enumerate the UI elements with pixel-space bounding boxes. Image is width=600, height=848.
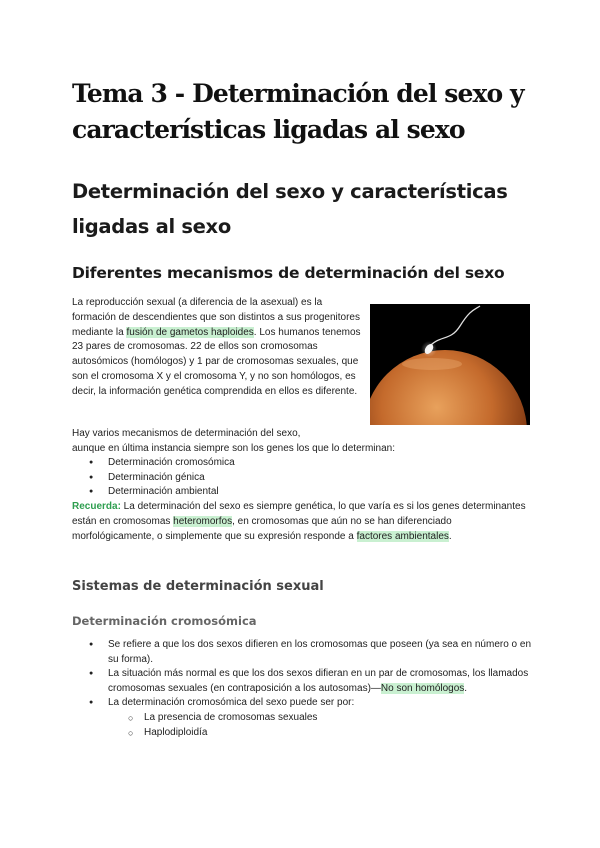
- title-line-2: características ligadas al sexo: [72, 115, 465, 144]
- intro-text-before: La reproducción sexual (a diferencia de la asexual) es la formación de descendientes que son distintos a sus progenitores mediante la: [72, 297, 360, 338]
- highlight-factores-ambientales: factores ambientales: [356, 531, 449, 543]
- sperm-egg-illustration: [370, 304, 530, 425]
- bullet-text: La situación más normal es que los dos sexos difieran en un par de cromosomas, los llamados cromosomas sexuales (en contraposición a los autosomas)—: [108, 668, 529, 694]
- list-item: ● Determinación génica: [72, 471, 532, 486]
- mechanisms-intro-line-1: Hay varios mecanismos de determinación del sexo,: [72, 428, 301, 439]
- heading-3: Sistemas de determinación sexual: [72, 579, 324, 594]
- highlight-fusion: fusión de gametos haploides: [126, 326, 254, 338]
- heading-1: Determinación del sexo y características ligadas al sexo: [72, 180, 508, 238]
- list-item: [72, 667, 534, 696]
- title-line-1: Tema 3 - Determinación del sexo y: [72, 79, 524, 108]
- sub-list: [108, 711, 534, 740]
- mechanisms-intro-line-2: aunque en última instancia siempre son los genes los que lo determinan:: [72, 442, 395, 454]
- fertilization-image: [370, 304, 530, 425]
- remember-text-2: , en cromosomas que aún no se han diferenciado morfológicamente, o simplemente que su expresión responde a: [72, 516, 452, 543]
- bullet-text: Se refiere a que los dos sexos difieren en los cromosomas que poseen (ya sea en número o en su forma).: [108, 639, 532, 665]
- heading-4: Determinación cromosómica: [72, 614, 257, 628]
- remember-text-3: .: [448, 531, 452, 543]
- intro-text-after: . Los humanos tenemos 23 pares de cromosomas. 22 de ellos son cromosomas autosómicos (homólogos) y 1 par de cromosomas sexuales, que son el cromosoma X y el cromosoma Y, y no son homólogos, es decir, la información genética comprendida en ellos es diferente.: [72, 326, 361, 397]
- list-item: ● Determinación cromosómica: [72, 456, 532, 471]
- list-item: [72, 638, 534, 667]
- highlight-no-homologos: No son homólogos: [380, 682, 465, 694]
- mechanisms-intro: [72, 427, 532, 456]
- sub-list-item: ○ La presencia de cromosomas sexuales: [108, 711, 534, 726]
- highlight-heteromorfos: heteromorfos: [173, 516, 233, 528]
- list-item: ● Determinación ambiental: [72, 485, 532, 500]
- intro-paragraph: [72, 296, 362, 400]
- bullet-text-end: .: [464, 682, 468, 694]
- remember-note: [72, 499, 534, 545]
- remember-text-1: La determinación del sexo es siempre genética, lo que varía es si los genes determinantes están en cromosomas: [72, 501, 526, 528]
- heading-2: Diferentes mecanismos de determinación del sexo: [72, 264, 505, 282]
- remember-label: Recuerda:: [72, 501, 121, 512]
- chromosomal-list: [72, 638, 534, 740]
- page-title: [72, 76, 542, 148]
- bullet-text: La determinación cromosómica del sexo puede ser por:: [108, 697, 355, 709]
- mechanisms-list: [72, 456, 532, 500]
- list-item: [72, 696, 534, 740]
- sub-list-item: ○ Haplodiploidía: [108, 726, 534, 741]
